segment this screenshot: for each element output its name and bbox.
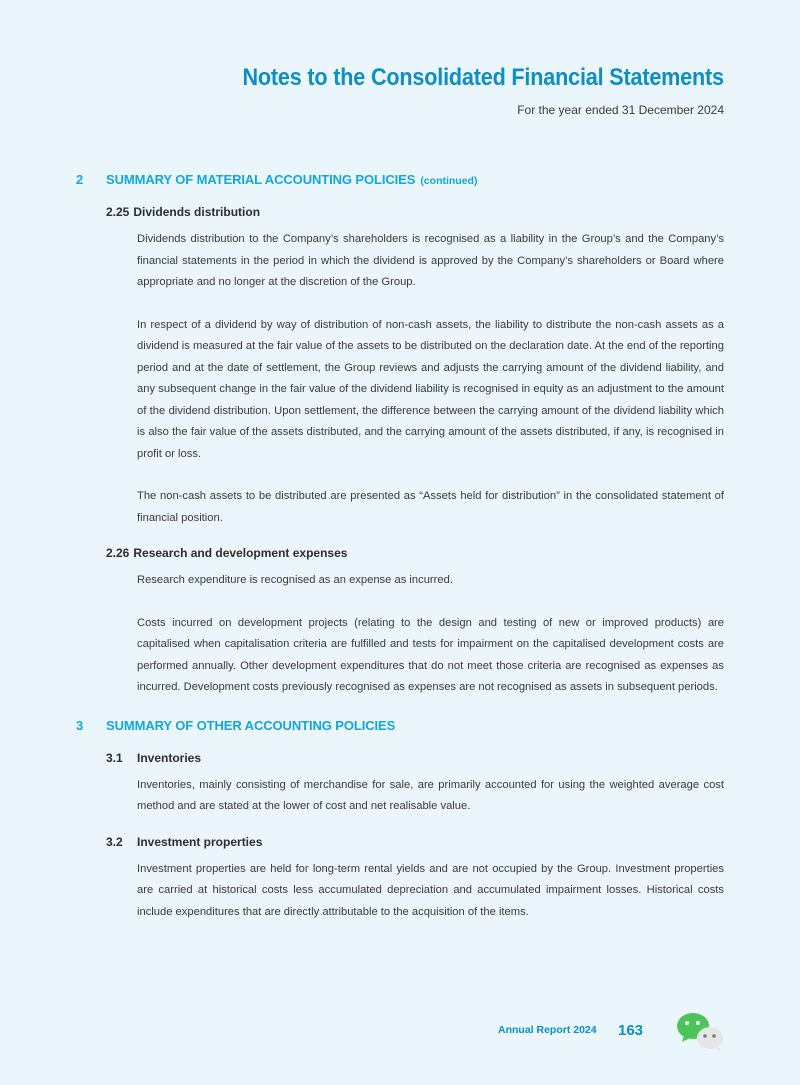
footer-report-label: Annual Report 2024	[498, 1024, 597, 1036]
main-content	[76, 172, 724, 923]
section-heading-3	[76, 718, 724, 733]
paragraph: The non-cash assets to be distributed are presented as “Assets held for distribution” in the consolidated statement of financial position.	[137, 490, 724, 524]
paragraph: Dividends distribution to the Company’s shareholders is recognised as a liability in the Group’s and the Company’s financial statements in the period in which the dividend is approved by the Company’s shareholders or Board where appropriate and no longer at the discretion of the Group.	[137, 233, 724, 288]
section-continued-label: (continued)	[420, 175, 478, 187]
paragraph: Research expenditure is recognised as an expense as incurred.	[137, 574, 453, 586]
subsection-heading-3-1	[106, 751, 724, 765]
section-title: SUMMARY OF MATERIAL ACCOUNTING POLICIES	[106, 172, 416, 187]
subsection-title: Dividends distribution	[133, 205, 261, 219]
subsection-number: 3.2	[106, 834, 123, 849]
paragraph: Costs incurred on development projects (relating to the design and testing of new or improved products) are capitalised when capitalisation criteria are fulfilled and tests for impairment on the capitalised development costs are performed annually. Other development expenditures that do not meet those criteria are recognised as expenses as incurred. Development costs previously recognised as expenses are not recognised as assets in subsequent periods.	[137, 616, 724, 693]
page-title: Notes to the Consolidated Financial Statements	[242, 64, 724, 91]
subsection-number: 3.1	[106, 750, 123, 765]
subsection-title: Research and development expenses	[133, 546, 348, 560]
section-number: 3	[76, 717, 84, 733]
section-heading-2	[76, 172, 724, 187]
paragraph: Inventories, mainly consisting of merchandise for sale, are primarily accounted for using the weighted average cost method and are stated at the lower of cost and net realisable value.	[137, 778, 724, 812]
page-subtitle: For the year ended 31 December 2024	[517, 103, 724, 117]
subsection-heading-3-2	[106, 835, 724, 849]
page-header	[189, 64, 724, 117]
paragraph: In respect of a dividend by way of distribution of non-cash assets, the liability to distribute the non-cash assets as a dividend is measured at the fair value of the assets to be distributed on the declaration date. At the end of the reporting period and at the date of settlement, the Group reviews and adjusts the carrying amount of the dividend liability, and any subsequent change in the fair value of the dividend liability is recognised in equity as an adjustment to the amount of the dividend distribution. Upon settlement, the difference between the carrying amount of the dividend liability which is also the fair value of the assets distributed, and the carrying amount of the assets distributed, if any, is recognised in profit or loss.	[137, 318, 724, 460]
subsection-heading-2-25	[106, 205, 724, 219]
section-number: 2	[76, 172, 84, 187]
paragraph: Investment properties are held for long-term rental yields and are not occupied by the Group. Investment properties are carried at historical costs less accumulated depreciation and accumulated impairment losses. Historical costs include expenditures that are directly attributable to the acquisition of the items.	[137, 862, 724, 918]
subsection-heading-2-26	[106, 546, 724, 560]
subsection-number: 2.25	[106, 205, 130, 219]
subsection-number: 2.26	[106, 546, 130, 560]
wechat-icon	[676, 1010, 726, 1057]
page-number: 163	[618, 1022, 644, 1039]
subsection-title: Inventories	[137, 750, 202, 765]
section-title: SUMMARY OF OTHER ACCOUNTING POLICIES	[106, 717, 396, 733]
subsection-title: Investment properties	[137, 834, 263, 849]
